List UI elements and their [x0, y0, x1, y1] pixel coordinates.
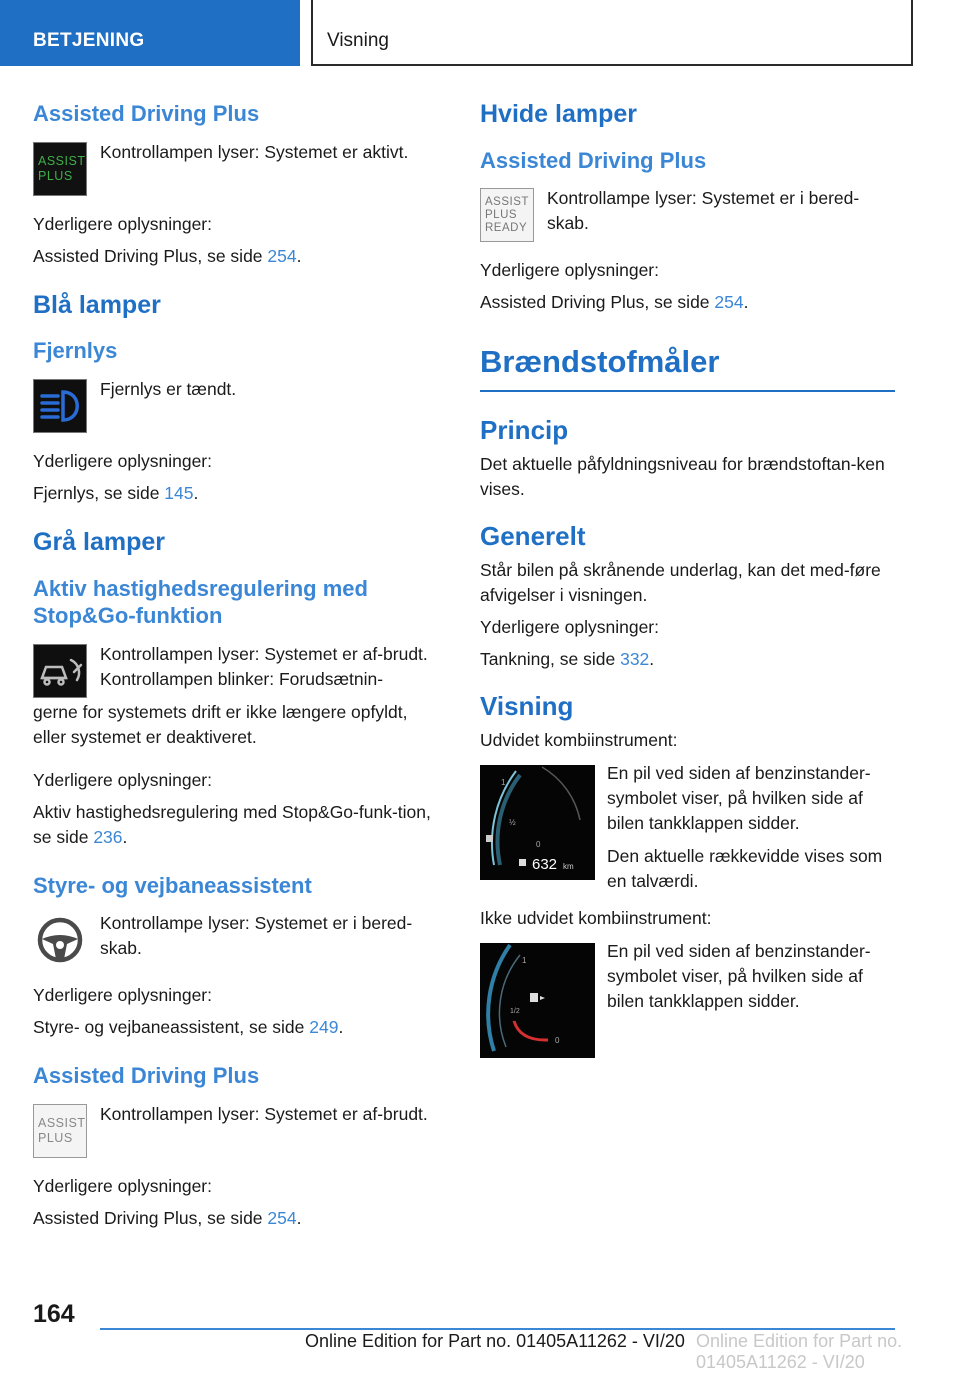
extended-text1: En pil ved siden af benzinstander-symbolet viser, på hvilken side af bilen tankklappen sidder.	[607, 763, 871, 834]
adp-active-heading: Assisted Driving Plus	[33, 101, 260, 126]
pump-icon-small	[486, 835, 493, 842]
extended-cluster-row	[480, 761, 895, 894]
tick-label-full: 1	[522, 956, 527, 966]
adp-interrupted-heading: Assisted Driving Plus	[33, 1063, 260, 1088]
acc-continuation: gerne for systemets drift er ikke længere opfyldt, eller systemet er deaktiveret.	[33, 701, 408, 747]
more-info-label: Yderligere oplysninger:	[33, 213, 212, 234]
footer-edition: Online Edition for Part no. 01405A11262 - VI/20	[305, 1331, 685, 1351]
extended-cluster-label: Udvidet kombiinstrument:	[480, 730, 678, 751]
tick-label-empty: 0	[536, 840, 541, 850]
assist-plus-grey-icon: ASSIST PLUS	[33, 1104, 87, 1158]
acc-icon-graphic	[37, 650, 83, 692]
page-link[interactable]: 249	[309, 1017, 339, 1037]
range-value: 632	[532, 856, 558, 874]
non-extended-fuel-gauge-image	[480, 943, 595, 1058]
header-topic: Visning	[311, 0, 913, 66]
fuel-gauge-heading: Brændstofmåler	[480, 343, 895, 392]
more-info-label: Yderligere oplysninger:	[33, 769, 212, 790]
more-info-label: Yderligere oplysninger:	[33, 985, 212, 1005]
high-beam-icon	[33, 379, 87, 433]
acc-heading: Aktiv hastighedsregulering med Stop&Go-funktion	[33, 575, 368, 628]
pump-icon	[519, 859, 526, 866]
blue-lamps-heading: Blå lamper	[33, 290, 161, 319]
adp-active-ref: Assisted Driving Plus, se side 254.	[33, 245, 302, 266]
acc-ref: Aktiv hastighedsregulering med Stop&Go-funk-tion, se side 236.	[33, 801, 431, 847]
refuel-ref: Tankning, se side 332.	[480, 649, 655, 670]
non-extended-cluster-label: Ikke udvidet kombiinstrument:	[480, 908, 712, 929]
acc-row	[33, 642, 443, 700]
adp-interrupted-text: Kontrollampen lyser: Systemet er af-brudt.	[100, 1103, 428, 1124]
page-link[interactable]: 332	[620, 649, 650, 670]
non-extended-text: En pil ved siden af benzinstander-symbolet viser, på hvilken side af bilen tankklappen sidder.	[607, 941, 871, 1012]
general-heading: Generelt	[480, 521, 586, 552]
acc-text1: Kontrollampen lyser: Systemet er af-brudt.	[100, 643, 428, 664]
right-column	[480, 100, 895, 1067]
more-info-label: Yderligere oplysninger:	[33, 1175, 212, 1196]
header-section: BETJENING	[0, 0, 300, 66]
more-info-label: Yderligere oplysninger:	[480, 260, 659, 281]
assist-plus-icon: ASSIST PLUS	[33, 142, 87, 196]
principle-text: Det aktuelle påfyldningsniveau for brændstoftan-ken vises.	[480, 454, 885, 500]
adp-active-row	[33, 140, 443, 198]
left-column	[33, 100, 443, 1238]
steering-wheel-graphic	[35, 915, 85, 965]
extended-text2: Den aktuelle rækkevidde vises som en talværdi.	[607, 846, 883, 892]
highbeam-text: Fjernlys er tændt.	[100, 378, 237, 399]
footer-divider	[100, 1328, 895, 1330]
adp-ready-row	[480, 186, 895, 244]
arrow-icon	[540, 996, 545, 1000]
highbeam-heading: Fjernlys	[33, 338, 118, 364]
general-text: Står bilen på skrånende underlag, kan det med-føre afvigelser i visningen.	[480, 560, 881, 606]
steering-text: Kontrollampe lyser: Systemet er i bered-skab.	[100, 913, 413, 958]
non-extended-cluster-row	[480, 939, 895, 1057]
principle-heading: Princip	[480, 415, 569, 446]
adp-active-text: Kontrollampen lyser: Systemet er aktivt.	[100, 141, 409, 162]
steering-wheel-icon	[33, 913, 87, 967]
page-link[interactable]: 254	[267, 1207, 297, 1228]
grey-lamps-heading: Grå lamper	[33, 527, 166, 556]
non-extended-gauge-graphic	[480, 943, 595, 1058]
page-number: 164	[33, 1300, 75, 1328]
adp-ready-heading: Assisted Driving Plus	[480, 147, 707, 173]
pump-icon	[530, 993, 538, 1002]
steering-ref: Styre- og vejbaneassistent, se side 249.	[33, 1017, 344, 1037]
page-link[interactable]: 236	[93, 826, 123, 847]
more-info-label: Yderligere oplysninger:	[480, 617, 659, 638]
tick-label-half: 1/2	[510, 1008, 520, 1016]
acc-text2: Kontrollampen blinker: Forudsætnin-	[100, 668, 384, 689]
extended-fuel-gauge-image	[480, 765, 595, 880]
highbeam-ref: Fjernlys, se side 145.	[33, 482, 199, 503]
assist-plus-ready-icon: ASSIST PLUS READY	[480, 188, 534, 242]
page-link[interactable]: 145	[164, 482, 194, 503]
display-heading: Visning	[480, 691, 574, 722]
adp-interrupted-ref: Assisted Driving Plus, se side 254.	[33, 1207, 302, 1228]
range-unit: km	[563, 862, 574, 872]
more-info-label: Yderligere oplysninger:	[33, 450, 212, 471]
acc-stopgo-icon	[33, 644, 87, 698]
high-beam-icon-graphic	[38, 386, 82, 426]
page-link[interactable]: 254	[714, 292, 744, 313]
highbeam-row	[33, 377, 443, 435]
adp-ready-ref: Assisted Driving Plus, se side 254.	[480, 292, 749, 313]
footer-watermark: Online Edition for Part no. 01405A11262 - VI/20	[696, 1331, 903, 1372]
steering-heading: Styre- og vejbaneassistent	[33, 872, 312, 898]
steering-row	[33, 911, 443, 969]
tick-label-half: ½	[509, 818, 516, 828]
tick-label-full: 1	[501, 778, 506, 788]
page-link[interactable]: 254	[267, 245, 297, 266]
tick-label-empty: 0	[555, 1036, 560, 1046]
adp-interrupted-row	[33, 1102, 443, 1160]
extended-gauge-graphic	[480, 765, 595, 880]
adp-ready-text: Kontrollampe lyser: Systemet er i bered-skab.	[547, 188, 860, 234]
white-lamps-heading: Hvide lamper	[480, 100, 638, 128]
